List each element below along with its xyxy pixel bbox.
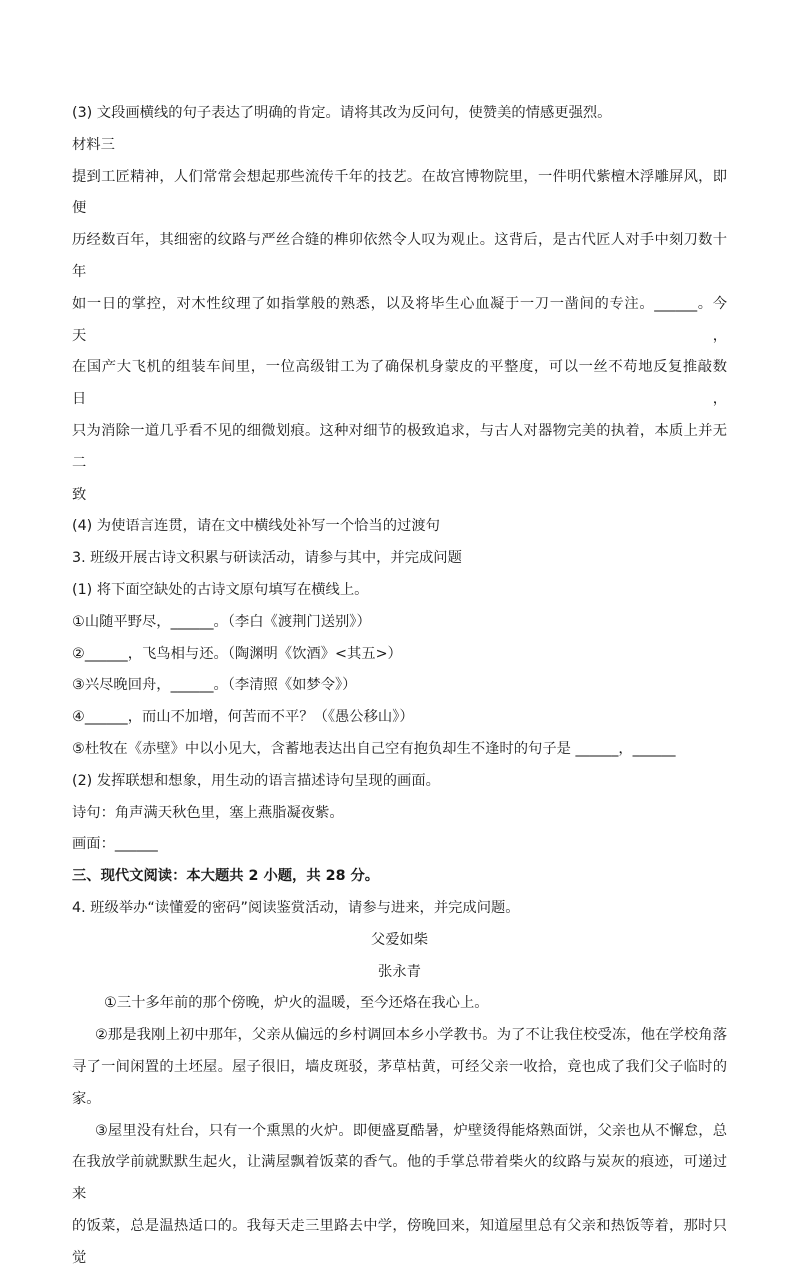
paragraph-line: 家。 xyxy=(72,1084,727,1116)
material-3-heading: 材料三 xyxy=(72,130,727,162)
paragraph-line: 在国产大飞机的组装车间里，一位高级钳工为了确保机身蒙皮的平整度，可以一丝不苟地反复推敲数日， xyxy=(72,352,727,416)
scene-answer-line: 画面：______ xyxy=(72,829,727,861)
paragraph-line: ③屋里没有灶台，只有一个熏黑的火炉。即便盛夏酷暑，炉壁烫得能烙熟面饼，父亲也从不懈怠，总 xyxy=(72,1116,727,1148)
paragraph-line: 只为消除一道几乎看不见的细微划痕。这种对细节的极致追求，与古人对器物完美的执着，本质上并无二 xyxy=(72,416,727,480)
poem-fill-2: ②______，飞鸟相与还。（陶渊明《饮酒》<其五>） xyxy=(72,639,727,671)
poem-fill-4: ④______，而山不加增，何苦而不平？（《愚公移山》） xyxy=(72,702,727,734)
article-title: 父爱如柴 xyxy=(72,925,727,957)
paragraph-line: 如一日的掌控，对木性纹理了如指掌般的熟悉，以及将毕生心血凝于一刀一凿间的专注。______。今天， xyxy=(72,289,727,353)
paragraph-line: 历经数百年，其细密的纹路与严丝合缝的榫卯依然令人叹为观止。这背后，是古代匠人对手中刻刀数十年 xyxy=(72,225,727,289)
paragraph-line: 致 xyxy=(72,480,727,512)
article-author: 张永青 xyxy=(72,957,727,989)
question-2-4: (4) 为使语言连贯，请在文中横线处补写一个恰当的过渡句 xyxy=(72,511,727,543)
paragraph-line: 的饭菜，总是温热适口的。我每天走三里路去中学，傍晚回来，知道屋里总有父亲和热饭等着，那时只觉 xyxy=(72,1211,727,1274)
poem-line: 诗句：角声满天秋色里，塞上燕脂凝夜紫。 xyxy=(72,798,727,830)
question-3-2: (2) 发挥联想和想象，用生动的语言描述诗句呈现的画面。 xyxy=(72,766,727,798)
paragraph-line: 寻了一间闲置的土坯屋。屋子很旧，墙皮斑驳，茅草枯黄，可经父亲一收拾，竟也成了我们父子临时的 xyxy=(72,1052,727,1084)
question-2-3: (3) 文段画横线的句子表达了明确的肯定。请将其改为反问句，使赞美的情感更强烈。 xyxy=(72,98,727,130)
document-content xyxy=(72,98,727,1274)
poem-fill-1: ①山随平野尽，______。（李白《渡荆门送别》） xyxy=(72,607,727,639)
article-paragraph-2 xyxy=(72,1020,727,1115)
paragraph-line: ②那是我刚上初中那年，父亲从偏远的乡村调回本乡小学教书。为了不让我住校受冻，他在学校角落 xyxy=(72,1020,727,1052)
poem-fill-5: ⑤杜牧在《赤壁》中以小见大，含蓄地表达出自己空有抱负却生不逢时的句子是 ______，______ xyxy=(72,734,727,766)
paragraph-line: 在我放学前就默默生起火，让满屋飘着饭菜的香气。他的手掌总带着柴火的纹路与炭灰的痕迹，可递过来 xyxy=(72,1147,727,1211)
material-3-paragraph xyxy=(72,162,727,512)
section-3-heading: 三、现代文阅读：本大题共 2 小题，共 28 分。 xyxy=(72,861,727,893)
article-paragraph-3 xyxy=(72,1116,727,1274)
question-3-1: (1) 将下面空缺处的古诗文原句填写在横线上。 xyxy=(72,575,727,607)
question-3-title: 3. 班级开展古诗文积累与研读活动，请参与其中，并完成问题 xyxy=(72,543,727,575)
article-paragraph-1: ①三十多年前的那个傍晚，炉火的温暖，至今还烙在我心上。 xyxy=(72,988,727,1020)
poem-fill-3: ③兴尽晚回舟，______。（李清照《如梦令》） xyxy=(72,670,727,702)
question-4-title: 4. 班级举办“读懂爱的密码”阅读鉴赏活动，请参与进来，并完成问题。 xyxy=(72,893,727,925)
paragraph-line: 提到工匠精神，人们常常会想起那些流传千年的技艺。在故宫博物院里，一件明代紫檀木浮雕屏风，即便 xyxy=(72,162,727,226)
